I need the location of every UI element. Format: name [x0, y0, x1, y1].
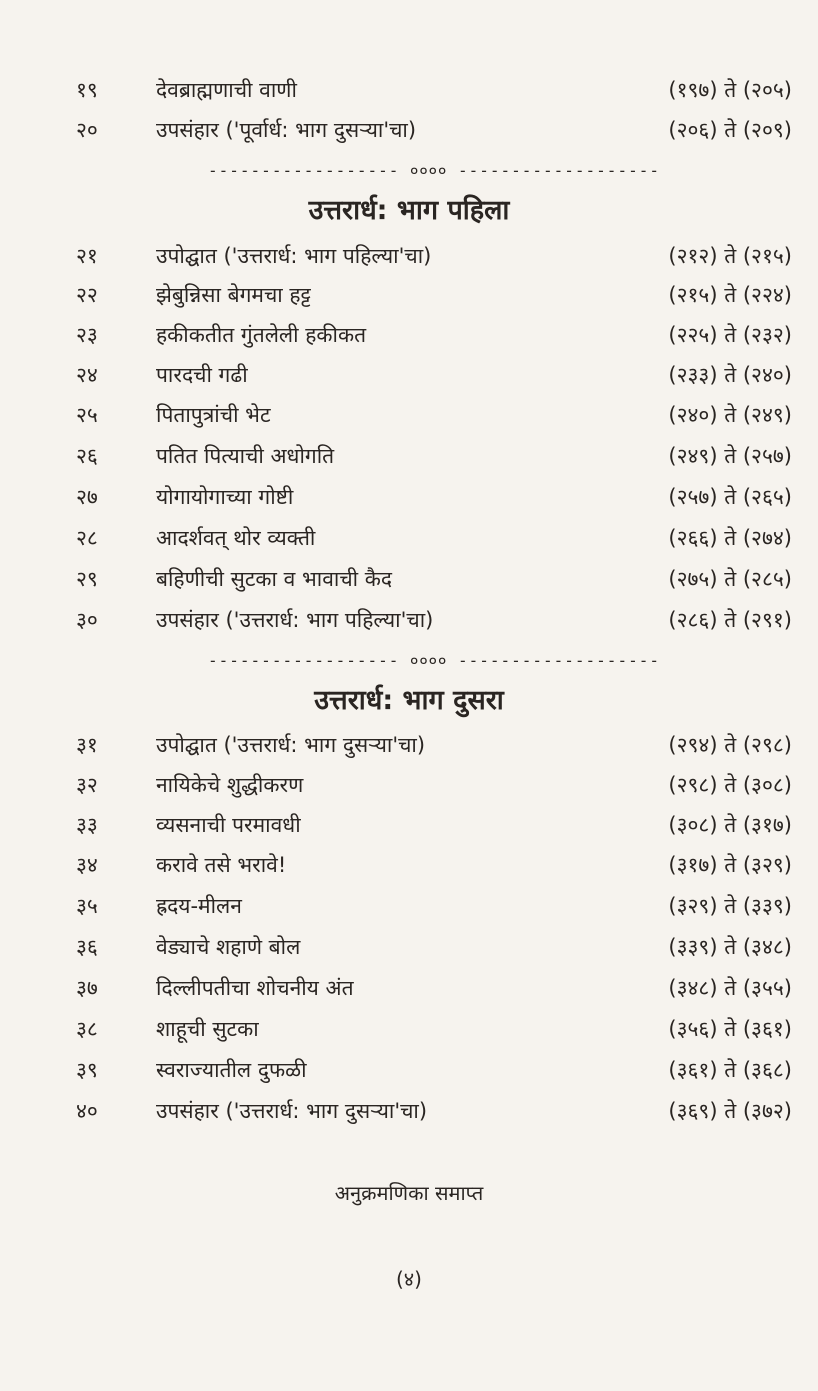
toc-entry-24 [0, 355, 818, 395]
toc-entry-37 [0, 968, 818, 1008]
section-divider: ------------------ ०००० ------------------- [208, 651, 660, 670]
chapter-title: शाहूची सुटका [156, 1017, 259, 1041]
page-range: (३१७) ते (३२९) [668, 853, 792, 877]
chapter-number: ३१ [76, 733, 98, 757]
page-range: (२९४) ते (२९८) [668, 733, 792, 757]
page-range: (२९८) ते (३०८) [668, 773, 792, 797]
toc-entry-22 [0, 275, 818, 315]
toc-entry-27 [0, 477, 818, 517]
page-range: (३०८) ते (३१७) [668, 813, 792, 837]
chapter-title: वेड्याचे शहाणे बोल [156, 935, 301, 959]
toc-entry-26 [0, 436, 818, 476]
chapter-number: ३८ [76, 1017, 98, 1041]
chapter-number: २९ [76, 567, 98, 591]
contents-end-note: अनुक्रमणिका समाप्त [334, 1181, 484, 1205]
chapter-number: २० [76, 118, 98, 142]
chapter-number: २५ [76, 403, 98, 427]
chapter-number: ३० [76, 608, 98, 632]
chapter-number: ३७ [76, 976, 98, 1000]
toc-entry-34 [0, 845, 818, 885]
page-range: (३६९) ते (३७२) [668, 1099, 792, 1123]
chapter-title: बहिणीची सुटका व भावाची कैद [156, 567, 393, 591]
toc-entry-19 [0, 70, 818, 110]
chapter-title: उपसंहार ('पूर्वार्ध: भाग दुसऱ्या'चा) [156, 118, 417, 142]
toc-entry-40 [0, 1091, 818, 1131]
toc-entry-28 [0, 518, 818, 558]
page-range: (३५६) ते (३६१) [668, 1017, 792, 1041]
chapter-title: आदर्शवत् थोर व्यक्ती [156, 526, 316, 550]
chapter-title: झेबुन्निसा बेगमचा हट्ट [156, 283, 311, 307]
chapter-number: ३३ [76, 813, 98, 837]
page-range: (३४८) ते (३५५) [668, 976, 792, 1000]
toc-entry-36 [0, 927, 818, 967]
toc-entry-39 [0, 1050, 818, 1090]
chapter-title: दिल्लीपतीचा शोचनीय अंत [156, 976, 354, 1000]
page-range: (२७५) ते (२८५) [668, 567, 792, 591]
toc-entry-32 [0, 765, 818, 805]
page-range: (२०६) ते (२०९) [668, 118, 792, 142]
page-range: (२१५) ते (२२४) [668, 283, 792, 307]
chapter-title: उपसंहार ('उत्तरार्ध: भाग पहिल्या'चा) [156, 608, 434, 632]
page-range: (२८६) ते (२९१) [668, 608, 792, 632]
chapter-number: २७ [76, 485, 98, 509]
chapter-title: करावे तसे भरावे! [156, 853, 287, 877]
chapter-title: उपसंहार ('उत्तरार्ध: भाग दुसऱ्या'चा) [156, 1099, 428, 1123]
chapter-number: १९ [76, 78, 98, 102]
page-range: (२२५) ते (२३२) [668, 323, 792, 347]
section-divider: ------------------ ०००० ------------------- [208, 161, 660, 180]
chapter-number: २३ [76, 323, 98, 347]
chapter-title: हकीकतीत गुंतलेली हकीकत [156, 323, 367, 347]
chapter-number: ३६ [76, 935, 98, 959]
chapter-title: उपोद्घात ('उत्तरार्ध: भाग पहिल्या'चा) [156, 244, 432, 268]
chapter-title: नायिकेचे शुद्धीकरण [156, 773, 304, 797]
page-range: (२६६) ते (२७४) [668, 526, 792, 550]
toc-entry-30 [0, 600, 818, 640]
chapter-number: ३२ [76, 773, 98, 797]
chapter-number: ३५ [76, 894, 98, 918]
toc-entry-33 [0, 805, 818, 845]
chapter-title: पितापुत्रांची भेट [156, 403, 271, 427]
toc-entry-21 [0, 236, 818, 276]
page-range: (२४०) ते (२४९) [668, 403, 792, 427]
chapter-title: उपोद्घात ('उत्तरार्ध: भाग दुसऱ्या'चा) [156, 733, 426, 757]
page-range: (२४९) ते (२५७) [668, 444, 792, 468]
toc-entry-23 [0, 315, 818, 355]
page-range: (३६१) ते (३६८) [668, 1058, 792, 1082]
section-heading-part-one: उत्तरार्ध: भाग पहिला [308, 195, 510, 226]
page-range: (२५७) ते (२६५) [668, 485, 792, 509]
toc-entry-38 [0, 1009, 818, 1049]
chapter-number: २१ [76, 244, 98, 268]
page-range: (३३९) ते (३४८) [668, 935, 792, 959]
chapter-number: २६ [76, 444, 98, 468]
chapter-title: देवब्राह्मणाची वाणी [156, 78, 297, 102]
chapter-title: योगायोगाच्या गोष्टी [156, 485, 294, 509]
page-number: (४) [395, 1267, 422, 1291]
page-range: (३२९) ते (३३९) [668, 894, 792, 918]
chapter-number: २८ [76, 526, 98, 550]
page-range: (१९७) ते (२०५) [668, 78, 792, 102]
chapter-title: स्वराज्यातील दुफळी [156, 1058, 307, 1082]
chapter-number: २२ [76, 283, 98, 307]
chapter-number: ४० [76, 1099, 98, 1123]
toc-entry-20 [0, 110, 818, 150]
chapter-number: ३४ [76, 853, 98, 877]
chapter-title: पतित पित्याची अधोगति [156, 444, 335, 468]
chapter-number: २४ [76, 363, 98, 387]
chapter-title: पारदची गढी [156, 363, 248, 387]
page-range: (२१२) ते (२१५) [668, 244, 792, 268]
chapter-title: ह्रदय-मीलन [156, 894, 242, 918]
page-range: (२३३) ते (२४०) [668, 363, 792, 387]
toc-entry-29 [0, 559, 818, 599]
toc-entry-35 [0, 886, 818, 926]
toc-entry-25 [0, 395, 818, 435]
chapter-title: व्यसनाची परमावधी [156, 813, 301, 837]
chapter-number: ३९ [76, 1058, 98, 1082]
toc-entry-31 [0, 725, 818, 765]
section-heading-part-two: उत्तरार्ध: भाग दुसरा [314, 685, 504, 716]
